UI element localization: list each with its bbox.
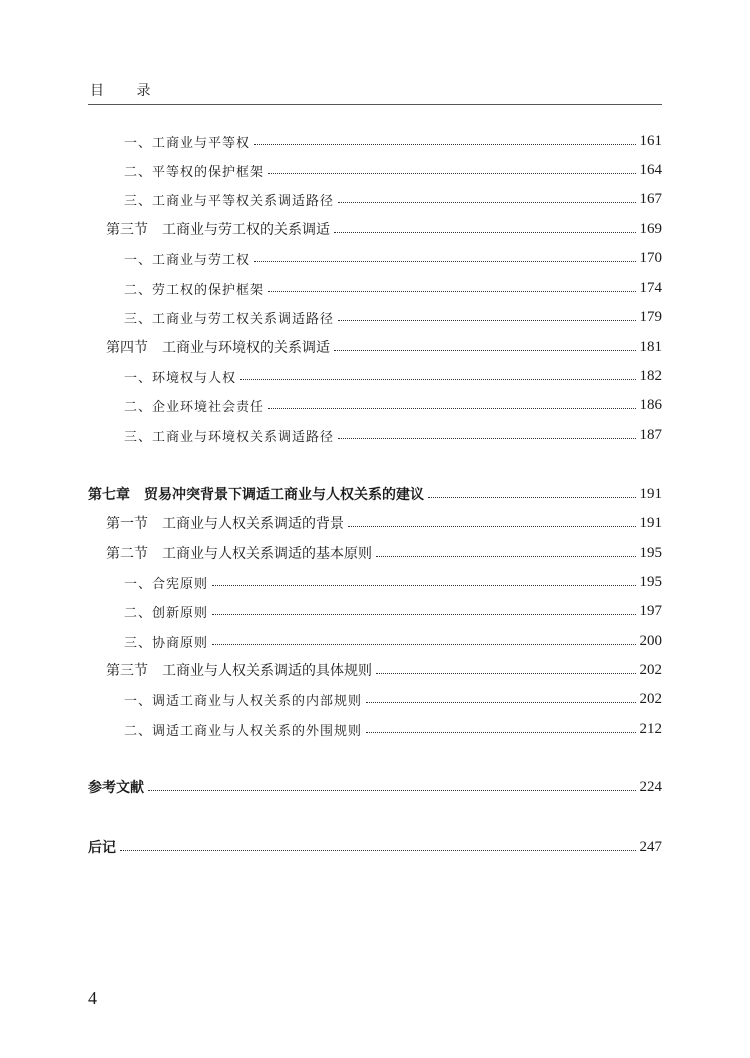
toc-entry-title: 二、调适工商业与人权关系的外围规则 [124,723,363,739]
toc-entry-title: 一、工商业与平等权 [124,135,251,151]
dot-leader [428,497,636,498]
toc-entry-title: 二、平等权的保护框架 [124,164,265,180]
toc-entry-title: 二、创新原则 [124,605,209,621]
toc-entry-page: 169 [639,220,662,237]
toc-entry-title: 第一节 工商业与人权关系调适的背景 [106,516,344,532]
dot-leader [254,144,635,145]
toc-entry-page: 197 [639,602,662,619]
dot-leader [334,350,636,351]
toc-entry[interactable] [124,277,662,299]
toc-entry[interactable] [106,336,662,358]
toc-entry-page: 195 [639,573,662,590]
dot-leader [376,673,636,674]
toc-entry-page: 247 [639,838,662,855]
toc-entry-page: 224 [639,778,662,795]
toc-entry[interactable] [124,424,662,446]
dot-leader [212,585,635,586]
toc-entry-page: 202 [639,661,662,678]
toc-entry-title: 第三节 工商业与劳工权的关系调适 [106,222,330,238]
toc-entry-title: 第七章 贸易冲突背景下调适工商业与人权关系的建议 [88,487,424,503]
toc-entry[interactable] [124,306,662,328]
toc-entry[interactable] [124,630,662,652]
toc-entry-page: 161 [639,132,662,149]
toc-entry[interactable] [106,659,662,681]
dot-leader [254,261,635,262]
toc-entry-page: 191 [639,485,662,502]
dot-leader [240,379,635,380]
toc-entry-title: 三、工商业与平等权关系调适路径 [124,193,335,209]
toc-entry-title: 三、工商业与环境权关系调适路径 [124,429,335,445]
toc-entry-title: 第四节 工商业与环境权的关系调适 [106,340,330,356]
header-title-char-2: 录 [136,83,151,99]
dot-leader [120,850,636,851]
toc-entry[interactable] [106,218,662,240]
toc-entry-title: 二、企业环境社会责任 [124,399,265,415]
header-title-char-1: 目 [90,83,104,99]
toc-entry-title: 二、劳工权的保护框架 [124,282,265,298]
toc-entry-page: 191 [639,514,662,531]
toc-entry[interactable] [124,188,662,210]
toc-entry-page: 179 [639,308,662,325]
toc-entry[interactable] [124,718,662,740]
toc-entry-page: 182 [639,367,662,384]
toc-entry[interactable] [88,483,662,505]
toc-entry-page: 187 [639,426,662,443]
toc-entry[interactable] [106,542,662,564]
toc-entry-page: 195 [639,544,662,561]
dot-leader [376,556,636,557]
toc-entry[interactable] [124,365,662,387]
dot-leader [334,232,636,233]
dot-leader [268,173,635,174]
toc-entry-page: 164 [639,161,662,178]
toc-entry-page: 174 [639,279,662,296]
dot-leader [212,614,635,615]
toc-entry[interactable] [124,571,662,593]
dot-leader [148,790,636,791]
toc-entry-page: 186 [639,396,662,413]
toc-entry[interactable] [124,688,662,710]
toc-entry-page: 181 [639,338,662,355]
dot-leader [366,732,635,733]
toc-entry-title: 一、调适工商业与人权关系的内部规则 [124,693,363,709]
toc-entry-page: 170 [639,249,662,266]
toc-entry[interactable] [88,776,662,798]
toc-entry[interactable] [88,836,662,858]
dot-leader [338,202,635,203]
dot-leader [268,291,635,292]
toc-entry[interactable] [124,247,662,269]
dot-leader [338,438,635,439]
toc-entry-title: 一、合宪原则 [124,576,209,592]
toc-entry-title: 后记 [88,840,116,856]
toc-entry-page: 202 [639,690,662,707]
page-number: 4 [88,988,97,1008]
dot-leader [212,644,635,645]
toc-entry[interactable] [124,130,662,152]
toc-entry-title: 三、工商业与劳工权关系调适路径 [124,311,335,327]
toc-entry-title: 第二节 工商业与人权关系调适的基本原则 [106,546,372,562]
toc-entry-title: 三、协商原则 [124,635,209,651]
toc-entry-title: 一、工商业与劳工权 [124,252,251,268]
toc-entry[interactable] [124,394,662,416]
dot-leader [348,526,636,527]
toc-entry-page: 212 [639,720,662,737]
toc-entry-title: 第三节 工商业与人权关系调适的具体规则 [106,663,372,679]
toc-entry-page: 167 [639,190,662,207]
toc-entry[interactable] [124,159,662,181]
toc-entry-page: 200 [639,632,662,649]
toc-entry-title: 参考文献 [88,780,144,796]
toc-entry[interactable] [124,600,662,622]
dot-leader [366,702,635,703]
dot-leader [338,320,635,321]
toc-entry[interactable] [106,512,662,534]
toc-entry-title: 一、环境权与人权 [124,370,237,386]
dot-leader [268,408,635,409]
